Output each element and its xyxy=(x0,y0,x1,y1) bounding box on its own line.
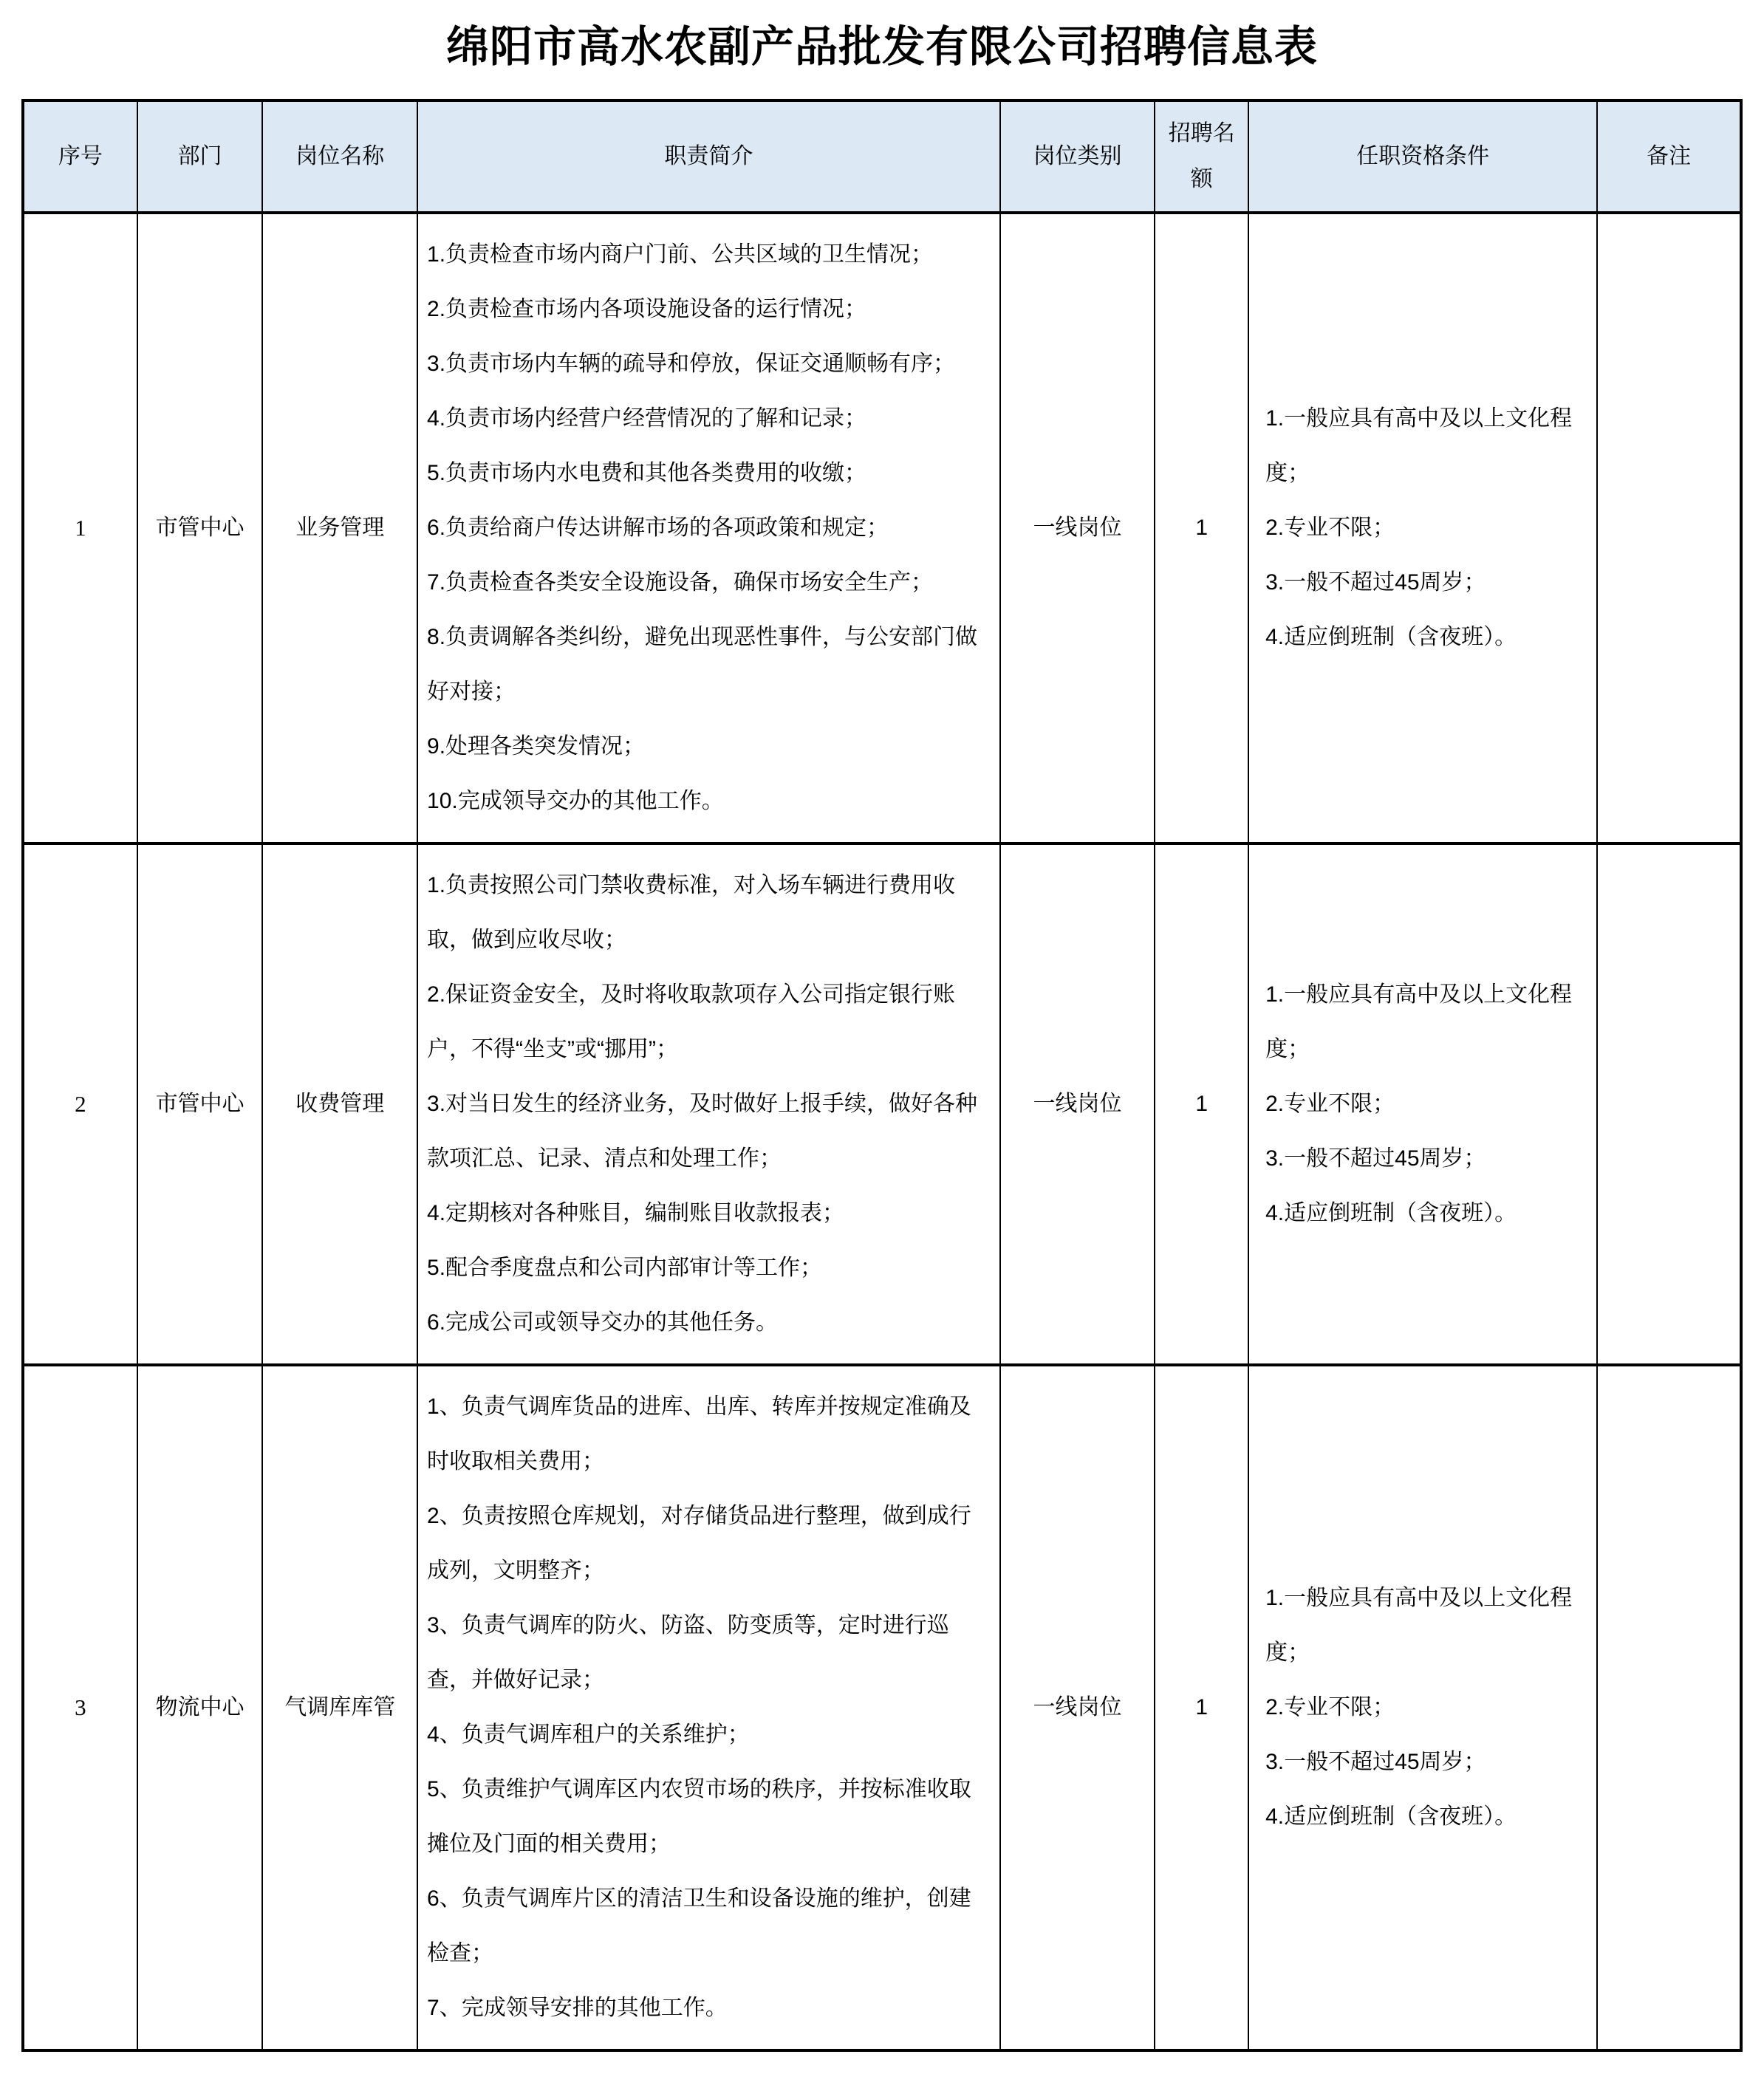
table-body xyxy=(23,213,1741,2050)
col-header-category: 岗位类别 xyxy=(1000,100,1155,213)
row-quota: 1 xyxy=(1155,213,1248,843)
col-header-quota: 招聘名额 xyxy=(1155,100,1248,213)
row-remark xyxy=(1597,843,1741,1365)
text-line: 3、负责气调库的防火、防盗、防变质等，定时进行巡查，并做好记录； xyxy=(427,1613,949,1692)
text-line: 1.一般应具有高中及以上文化程度； xyxy=(1265,1586,1573,1665)
text-line: 4、负责气调库租户的关系维护； xyxy=(427,1722,750,1747)
text-line: 10.完成领导交办的其他工作。 xyxy=(427,789,724,813)
text-line: 4.适应倒班制（含夜班）。 xyxy=(1265,1201,1517,1225)
text-line: 4.定期核对各种账目，编制账目收款报表； xyxy=(427,1201,845,1225)
row-category: 一线岗位 xyxy=(1000,843,1155,1365)
text-line: 1.一般应具有高中及以上文化程度； xyxy=(1265,982,1573,1061)
row-no: 3 xyxy=(23,1365,137,2050)
text-line: 2、负责按照仓库规划，对存储货品进行整理，做到成行成列，文明整齐； xyxy=(427,1504,971,1583)
text-line: 6、负责气调库片区的清洁卫生和设备设施的维护，创建检查； xyxy=(427,1886,971,1965)
text-line: 2.专业不限； xyxy=(1265,1092,1395,1116)
row-qualifications xyxy=(1248,1365,1597,2050)
text-line: 2.专业不限； xyxy=(1265,1695,1395,1719)
col-header-no: 序号 xyxy=(23,100,137,213)
text-line: 4.适应倒班制（含夜班）。 xyxy=(1265,1804,1517,1829)
text-line: 7、完成领导安排的其他工作。 xyxy=(427,1996,728,2020)
table-row xyxy=(23,1365,1741,2050)
col-header-department: 部门 xyxy=(137,100,263,213)
row-remark xyxy=(1597,1365,1741,2050)
row-quota: 1 xyxy=(1155,843,1248,1365)
row-duties xyxy=(417,843,1000,1365)
text-line: 9.处理各类突发情况； xyxy=(427,734,646,759)
text-line: 1.负责按照公司门禁收费标准，对入场车辆进行费用收取，做到应收尽收； xyxy=(427,873,956,952)
text-line: 4.适应倒班制（含夜班）。 xyxy=(1265,625,1517,649)
row-qualifications xyxy=(1248,213,1597,843)
page-title: 绵阳市高水农副产品批发有限公司招聘信息表 xyxy=(445,23,1318,71)
text-line: 2.专业不限； xyxy=(1265,516,1395,540)
text-line: 2.保证资金安全，及时将收取款项存入公司指定银行账户，不得“坐支”或“挪用”； xyxy=(427,982,956,1061)
row-no: 2 xyxy=(23,843,137,1365)
row-department: 市管中心 xyxy=(137,843,263,1365)
text-line: 4.负责市场内经营户经营情况的了解和记录； xyxy=(427,406,867,431)
row-quota: 1 xyxy=(1155,1365,1248,2050)
text-line: 3.一般不超过45周岁； xyxy=(1265,1146,1486,1171)
col-header-position: 岗位名称 xyxy=(262,100,417,213)
row-category: 一线岗位 xyxy=(1000,213,1155,843)
text-line: 3.一般不超过45周岁； xyxy=(1265,570,1486,595)
col-header-qualifications: 任职资格条件 xyxy=(1248,100,1597,213)
row-position: 收费管理 xyxy=(262,843,417,1365)
row-qualifications xyxy=(1248,843,1597,1365)
text-line: 6.完成公司或领导交办的其他任务。 xyxy=(427,1310,779,1335)
table-row xyxy=(23,213,1741,843)
row-position: 业务管理 xyxy=(262,213,417,843)
row-department: 物流中心 xyxy=(137,1365,263,2050)
row-department: 市管中心 xyxy=(137,213,263,843)
row-duties xyxy=(417,1365,1000,2050)
text-line: 2.负责检查市场内各项设施设备的运行情况； xyxy=(427,297,867,321)
table-header xyxy=(23,100,1741,213)
text-line: 6.负责给商户传达讲解市场的各项政策和规定； xyxy=(427,516,889,540)
text-line: 1、负责气调库货品的进库、出库、转库并按规定准确及时收取相关费用； xyxy=(427,1394,971,1474)
text-line: 3.对当日发生的经济业务，及时做好上报手续，做好各种款项汇总、记录、清点和处理工作； xyxy=(427,1092,978,1171)
row-category: 一线岗位 xyxy=(1000,1365,1155,2050)
text-line: 7.负责检查各类安全设施设备，确保市场安全生产； xyxy=(427,570,934,595)
col-header-duties: 职责简介 xyxy=(417,100,1000,213)
text-line: 5、负责维护气调库区内农贸市场的秩序，并按标准收取摊位及门面的相关费用； xyxy=(427,1777,971,1856)
row-position: 气调库库管 xyxy=(262,1365,417,2050)
text-line: 5.负责市场内水电费和其他各类费用的收缴； xyxy=(427,461,867,485)
text-line: 5.配合季度盘点和公司内部审计等工作； xyxy=(427,1256,823,1280)
row-remark xyxy=(1597,213,1741,843)
col-header-remark: 备注 xyxy=(1597,100,1741,213)
text-line: 8.负责调解各类纠纷，避免出现恶性事件，与公安部门做好对接； xyxy=(427,625,978,704)
table-row xyxy=(23,843,1741,1365)
text-line: 3.一般不超过45周岁； xyxy=(1265,1750,1486,1774)
text-line: 1.负责检查市场内商户门前、公共区域的卫生情况； xyxy=(427,242,934,267)
row-duties xyxy=(417,213,1000,843)
recruitment-table xyxy=(21,99,1743,2052)
row-no: 1 xyxy=(23,213,137,843)
text-line: 3.负责市场内车辆的疏导和停放，保证交通顺畅有序； xyxy=(427,352,956,376)
header-row xyxy=(23,100,1741,213)
text-line: 1.一般应具有高中及以上文化程度； xyxy=(1265,406,1573,485)
